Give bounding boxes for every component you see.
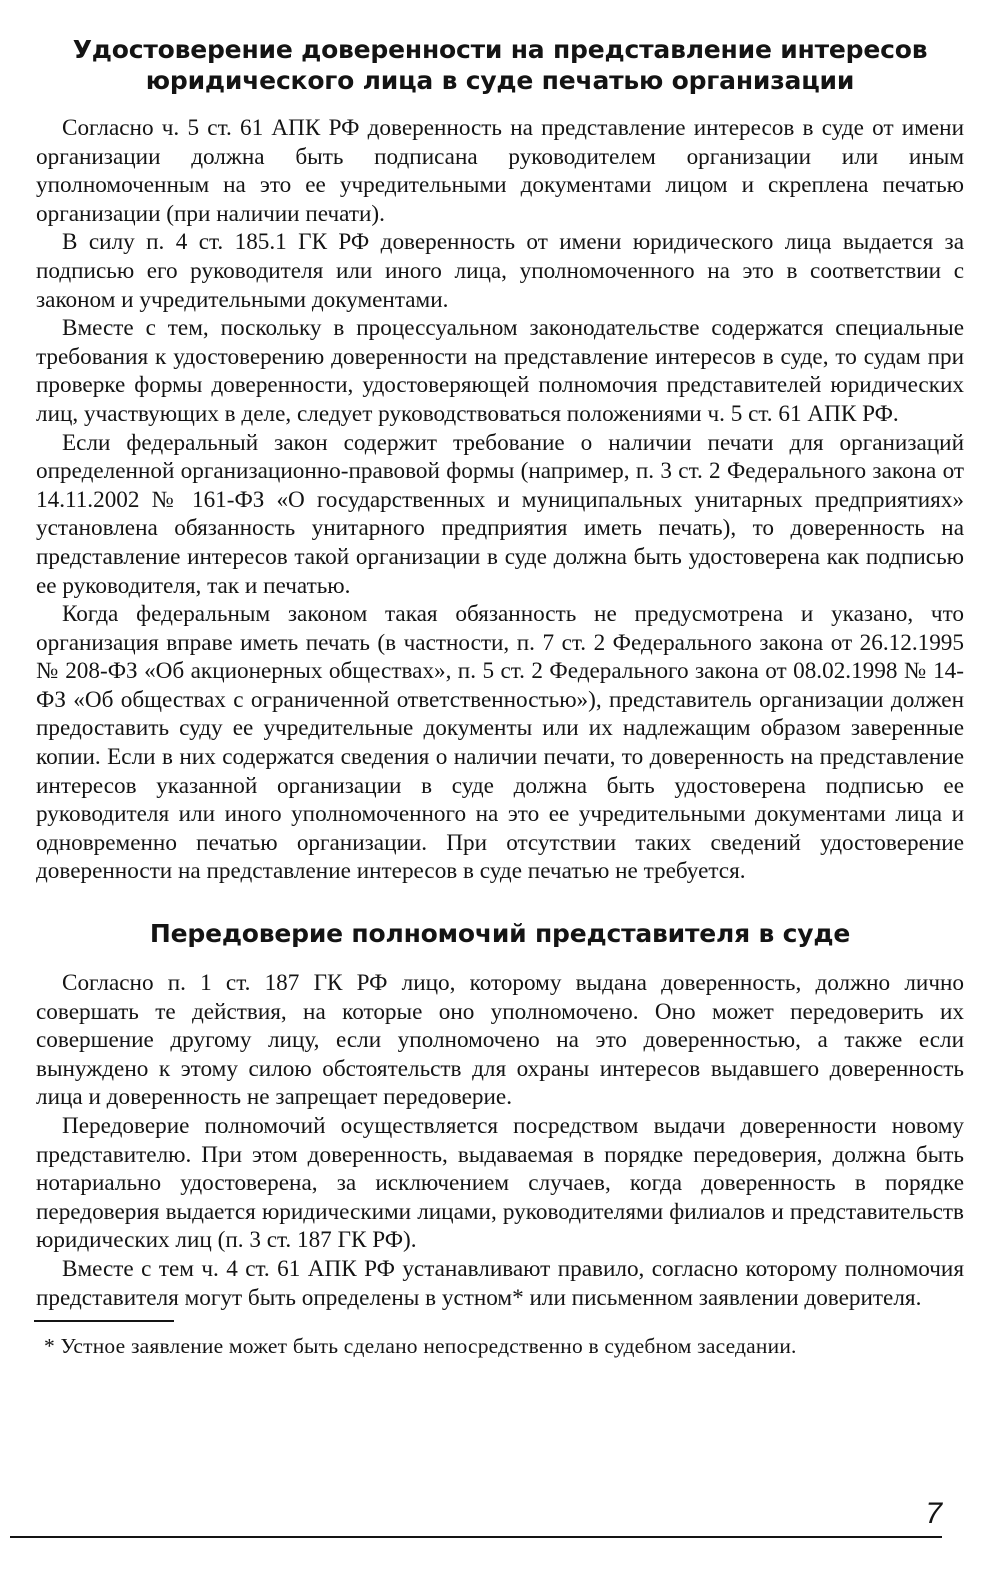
section-2-paragraph-2: Передоверие полномочий осуществляется посредством выдачи доверенности новому представителю. При этом доверенность, выдаваемая в порядке передоверия, должна быть нотариально удостоверена, за исключением случаев, когда доверенность в порядке передоверия выдается юридическими лицами, руководителями филиалов и представительств юридических лиц (п. 3 ст. 187 ГК РФ).: [36, 1113, 964, 1254]
section-1-title: [36, 34, 964, 96]
section-1-paragraph-1: Согласно ч. 5 ст. 61 АПК РФ доверенность на представление интересов в суде от имени организации должна быть подписана руководителем организации или иным уполномоченным на это ее учредительными документами лицом и скреплена печатью организации (при наличии печати).: [36, 115, 964, 227]
section-1-title-line-1: Удостоверение доверенности на представление интересов: [72, 35, 928, 64]
footnote: * Устное заявление может быть сделано непосредственно в судебном заседании.: [44, 1334, 797, 1359]
book-page: [36, 28, 964, 1360]
section-2-title: Передоверие полномочий представителя в суде: [149, 919, 851, 949]
section-1-paragraph-2: В силу п. 4 ст. 185.1 ГК РФ доверенность от имени юридического лица выдается за подписью его руководителя или иного лица, уполномоченного на это в соответствии с законом и учредительными документами.: [36, 229, 964, 313]
section-1-body: [36, 114, 964, 886]
section-1-title-line-2: юридического лица в суде печатью организации: [145, 66, 855, 95]
section-1-paragraph-3: Вместе с тем, поскольку в процессуальном законодательстве содержатся специальные требования к удостоверению доверенности на представление интересов в суде, то судам при проверке формы доверенности, удостоверяющей полномочия представителей юридических лиц, участвующих в деле, следует руководствоваться положениями ч. 5 ст. 61 АПК РФ.: [36, 315, 964, 427]
bottom-rule: [10, 1536, 942, 1538]
page-number: 7: [925, 1497, 942, 1530]
section-1-paragraph-5: Когда федеральным законом такая обязанность не предусмотрена и указано, что организация вправе иметь печать (в частности, п. 7 ст. 2 Федерального закона от 26.12.1995 № 208-ФЗ «Об акционерных обществах», п. 5 ст. 2 Федерального закона от 08.02.1998 № 14-ФЗ «Об обществах с ограниченной ответственностью»), представитель организации должен предоставить суду ее учредительные документы или их надлежащим образом заверенные копии. Если в них содержатся сведения о наличии печати, то доверенность на представление интересов указанной организации в суде должна быть удостоверена подписью ее руководителя или иного уполномоченного на это ее учредительными документами лица и одновременно печатью организации. При отсутствии таких сведений удостоверение доверенности на представление интересов в суде печатью не требуется.: [36, 601, 964, 885]
footnote-divider: [34, 1320, 174, 1322]
section-2-paragraph-3: Вместе с тем ч. 4 ст. 61 АПК РФ устанавливают правило, согласно которому полномочия представителя могут быть определены в устном* или письменном заявлении доверителя.: [36, 1255, 964, 1311]
section-2-body: [36, 969, 964, 1312]
section-1-paragraph-4: Если федеральный закон содержит требование о наличии печати для организаций определенной организационно-правовой формы (например, п. 3 ст. 2 Федерального закона от 14.11.2002 № 161-ФЗ «О государственных и муниципальных унитарных предприятиях» установлена обязанность унитарного предприятия иметь печать), то доверенность на представление интересов такой организации в суде должна быть удостоверена как подписью ее руководителя, так и печатью.: [36, 429, 964, 599]
section-2-paragraph-1: Согласно п. 1 ст. 187 ГК РФ лицо, которому выдана доверенность, должно лично совершать те действия, на которые оно уполномочено. Оно может передоверить их совершение другому лицу, если уполномочено на это доверенностью, а также если вынуждено к этому силою обстоятельств для охраны интересов выдавшего доверенность лица и доверенность не запрещает передоверие.: [36, 970, 964, 1111]
